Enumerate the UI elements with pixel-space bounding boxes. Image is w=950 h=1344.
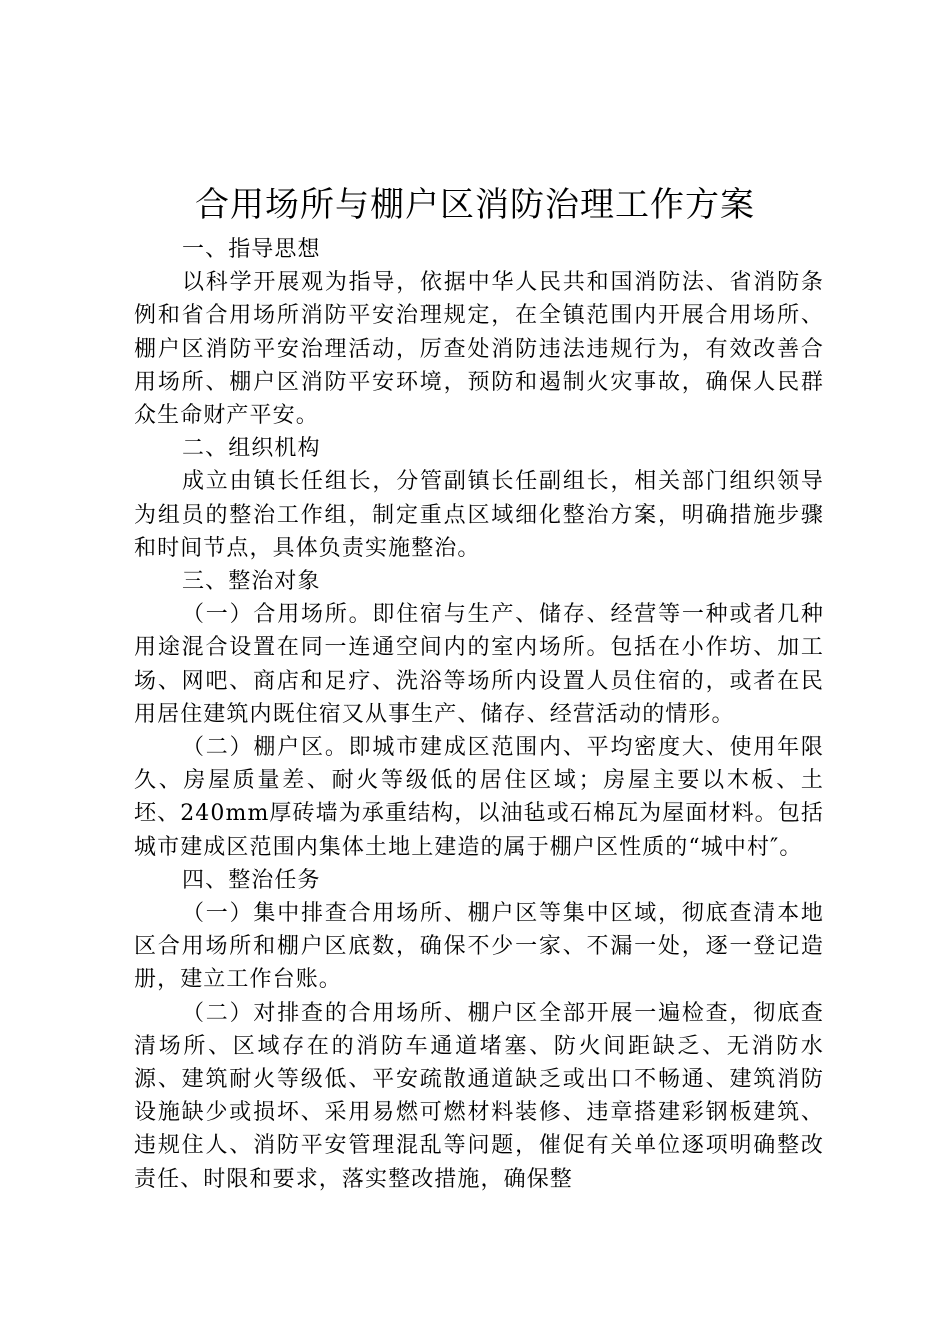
document-body [134,233,824,1196]
paragraph-task-survey: （一）集中排查合用场所、棚户区等集中区域，彻底查清本地区合用场所和棚户区底数，确保不少一家、不漏一处，逐一登记造册，建立工作台账。 [134,901,824,993]
paragraph-target-shanty-area: （二）棚户区。即城市建成区范围内、平均密度大、使用年限久、房屋质量差、耐火等级低的居住区域；房屋主要以木板、土坯、240mm厚砖墙为承重结构，以油毡或石棉瓦为屋面材料。包括城市建成区范围内集体土地上建造的属于棚户区性质的“城中村″。 [134,735,824,860]
paragraph-target-mixed-use: （一）合用场所。即住宿与生产、储存、经营等一种或者几种用途混合设置在同一连通空间内的室内场所。包括在小作坊、加工场、网吧、商店和足疗、洗浴等场所内设置人员住宿的，或者在民用居住建筑内既住宿又从事生产、储存、经营活动的情形。 [134,602,824,727]
section-heading-guiding-ideology: 一、指导思想 [182,237,321,262]
paragraph-task-inspection: （二）对排查的合用场所、棚户区全部开展一遍检查，彻底查清场所、区域存在的消防车通道堵塞、防火间距缺乏、无消防水源、建筑耐火等级低、平安疏散通道缺乏或出口不畅通、建筑消防设施缺少或损坏、采用易燃可燃材料装修、违章搭建彩钢板建筑、违规住人、消防平安管理混乱等问题，催促有关单位逐项明确整改责任、时限和要求，落实整改措施，确保整 [134,1000,824,1192]
section-heading-tasks: 四、整治任务 [182,867,321,893]
paragraph-guiding-ideology: 以科学开展观为指导，依据中华人民共和国消防法、省消防条例和省合用场所消防平安治理规定，在全镇范围内开展合用场所、棚户区消防平安治理活动，厉查处消防违法违规行为，有效改善合用场所、棚户区消防平安环境，预防和遏制火灾事故，确保人民群众生命财产平安。 [134,270,824,429]
section-heading-organization: 二、组织机构 [182,436,321,462]
section-heading-targets: 三、整治对象 [182,569,321,595]
document-title: 合用场所与棚户区消防治理工作方案 [195,185,755,225]
paragraph-organization: 成立由镇长任组长，分管副镇长任副组长，相关部门组织领导为组员的整治工作组，制定重点区域细化整治方案，明确措施步骤和时间节点，具体负责实施整治。 [134,469,824,561]
